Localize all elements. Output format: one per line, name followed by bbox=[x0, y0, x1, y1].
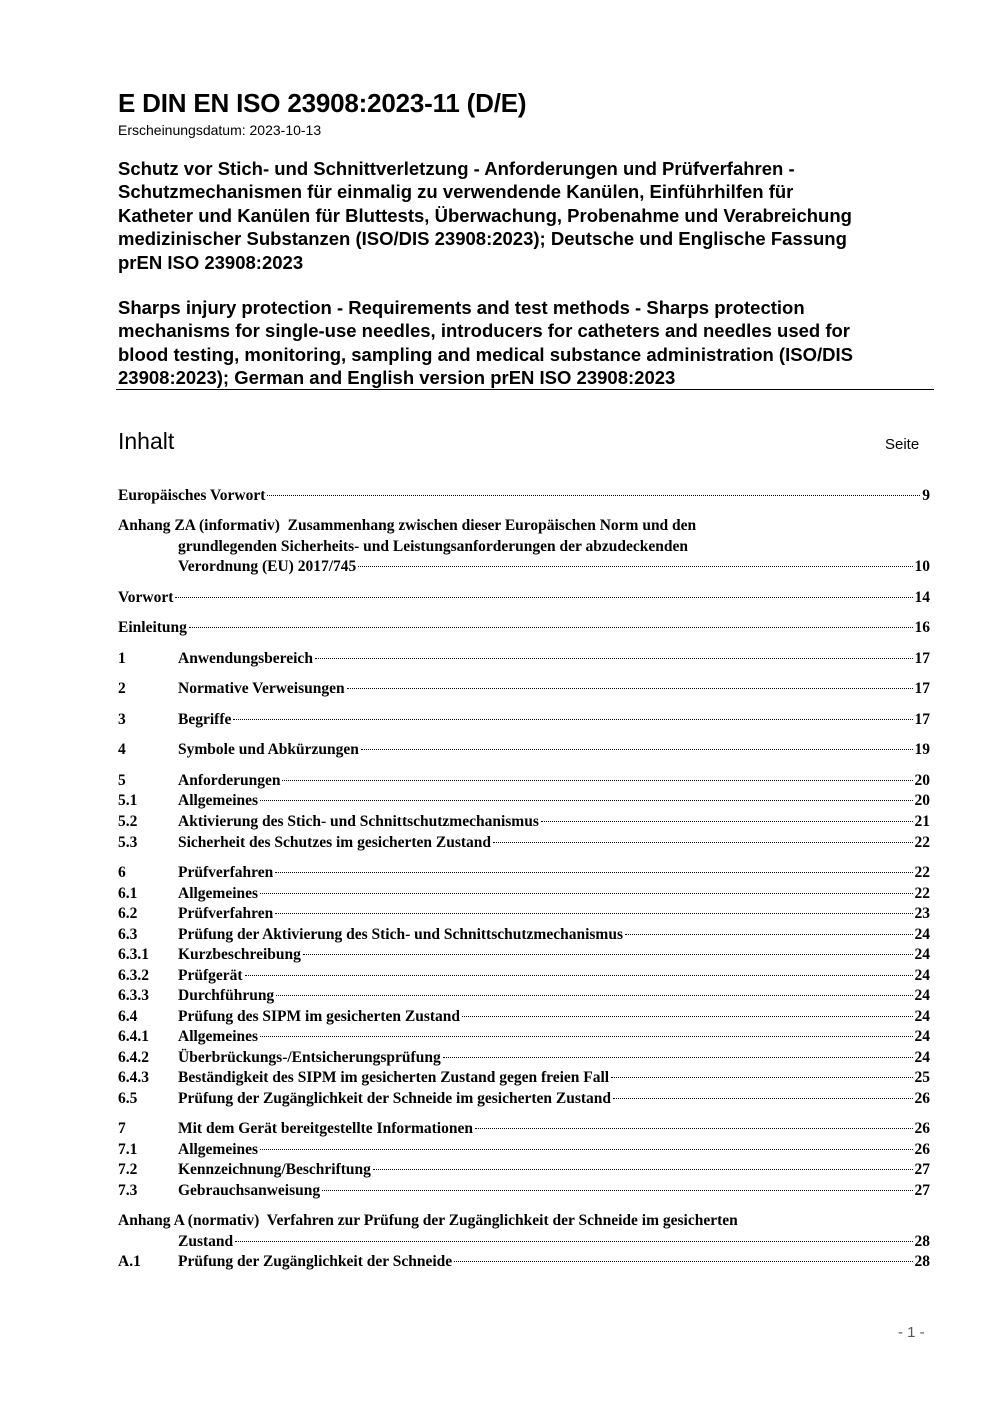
toc-entry-title: Allgemeines bbox=[178, 792, 259, 809]
toc-entry-section-6-3-1[interactable] bbox=[118, 945, 930, 965]
dot-leader bbox=[260, 893, 912, 894]
title-english-line: mechanisms for single-use needles, introducers for catheters and needles used for bbox=[118, 320, 850, 342]
title-english bbox=[118, 296, 938, 390]
dot-leader bbox=[358, 566, 912, 567]
title-german-line: Schutzmechanismen für einmalig zu verwendende Kanülen, Einführhilfen für bbox=[118, 181, 794, 203]
toc-entry-section-6-4-2[interactable] bbox=[118, 1048, 930, 1068]
toc-entry-title-line: Zusammenhang zwischen dieser Europäischen Norm und den bbox=[287, 517, 697, 534]
title-german-line: Katheter und Kanülen für Bluttests, Überwachung, Probenahme und Verabreichung bbox=[118, 204, 852, 226]
dot-leader bbox=[267, 495, 920, 496]
dot-leader bbox=[260, 1149, 912, 1150]
dot-leader bbox=[625, 934, 913, 935]
toc-entry-page: 22 bbox=[914, 864, 930, 881]
toc-entry-number: 7.1 bbox=[118, 1141, 138, 1158]
toc-entry-title: Begriffe bbox=[178, 711, 232, 728]
toc-entry-annex-za-line2: grundlegenden Sicherheits- und Leistungsanforderungen der abzudeckenden bbox=[178, 538, 688, 555]
toc-entry-page: 24 bbox=[914, 1008, 930, 1025]
toc-entry-section-6-4-1[interactable] bbox=[118, 1027, 930, 1047]
dot-leader bbox=[361, 749, 913, 750]
toc-entry-page: 23 bbox=[914, 905, 930, 922]
toc-entry-number: 6.4 bbox=[118, 1008, 138, 1025]
toc-entry-number: 3 bbox=[118, 711, 126, 728]
toc-entry-title: Prüfverfahren bbox=[178, 864, 274, 881]
toc-entry-title: Vorwort bbox=[118, 589, 174, 606]
dot-leader bbox=[373, 1169, 913, 1170]
toc-entry-number: 5.2 bbox=[118, 813, 138, 830]
dot-leader bbox=[233, 719, 912, 720]
toc-entry-title: Allgemeines bbox=[178, 1028, 259, 1045]
toc-entry-annex-a[interactable] bbox=[118, 1232, 930, 1252]
dot-leader bbox=[613, 1098, 912, 1099]
toc-entry-number: 6.4.2 bbox=[118, 1049, 149, 1066]
toc-entry-introduction[interactable] bbox=[118, 618, 930, 638]
toc-entry-page: 20 bbox=[914, 772, 930, 789]
dot-leader bbox=[275, 872, 912, 873]
dot-leader bbox=[282, 780, 912, 781]
toc-entry-section-7-3[interactable] bbox=[118, 1181, 930, 1201]
toc-entry-page: 27 bbox=[914, 1182, 930, 1199]
dot-leader bbox=[322, 1190, 912, 1191]
dot-leader bbox=[493, 842, 912, 843]
toc-entry-number: 2 bbox=[118, 680, 126, 697]
title-german-line: prEN ISO 23908:2023 bbox=[118, 251, 304, 273]
toc-entry-section-6-2[interactable] bbox=[118, 904, 930, 924]
title-divider bbox=[116, 389, 934, 390]
toc-entry-page: 20 bbox=[914, 792, 930, 809]
toc-entry-title: Aktivierung des Stich- und Schnittschutzmechanismus bbox=[178, 813, 539, 830]
toc-entry-title: Prüfung des SIPM im gesicherten Zustand bbox=[178, 1008, 461, 1025]
dot-leader bbox=[541, 821, 913, 822]
toc-entry-number: 5 bbox=[118, 772, 126, 789]
title-english-line: blood testing, monitoring, sampling and medical substance administration (ISO/DIS bbox=[118, 343, 853, 365]
title-english-line: Sharps injury protection - Requirements and test methods - Sharps protection bbox=[118, 297, 805, 318]
toc-entry-number: 6.3 bbox=[118, 926, 138, 943]
toc-entry-european-foreword[interactable] bbox=[118, 486, 930, 506]
toc-entry-number: 6.3.3 bbox=[118, 987, 149, 1004]
toc-entry-page: 26 bbox=[914, 1090, 930, 1107]
title-english-line: 23908:2023); German and English version prEN ISO 23908:2023 bbox=[118, 367, 676, 389]
toc-entry-page: 28 bbox=[914, 1253, 930, 1270]
toc-entry-section-4[interactable] bbox=[118, 740, 930, 760]
toc-entry-title: Überbrückungs-/Entsicherungsprüfung bbox=[178, 1049, 441, 1066]
dot-leader bbox=[347, 688, 913, 689]
toc-entry-title: Einleitung bbox=[118, 619, 187, 636]
toc-entry-page: 24 bbox=[914, 987, 930, 1004]
toc-entry-title: Europäisches Vorwort bbox=[118, 487, 266, 504]
toc-entry-title: Allgemeines bbox=[178, 1141, 259, 1158]
title-german-line: medizinischer Substanzen (ISO/DIS 23908:2023); Deutsche und Englische Fassung bbox=[118, 228, 847, 250]
toc-entry-title: Mit dem Gerät bereitgestellte Informationen bbox=[178, 1120, 473, 1137]
toc-entry-title-line: Zustand bbox=[178, 1233, 234, 1250]
dot-leader bbox=[235, 1241, 912, 1242]
toc-entry-page: 9 bbox=[922, 487, 930, 504]
toc-entry-page: 21 bbox=[914, 813, 930, 830]
toc-entry-foreword[interactable] bbox=[118, 588, 930, 608]
toc-entry-number: 5.3 bbox=[118, 834, 138, 851]
dot-leader bbox=[260, 800, 912, 801]
toc-entry-section-7-2[interactable] bbox=[118, 1160, 930, 1180]
toc-entry-title: Anwendungsbereich bbox=[178, 650, 313, 667]
toc-entry-annex-a-1[interactable] bbox=[118, 1252, 930, 1272]
toc-entry-page: 27 bbox=[914, 1161, 930, 1178]
toc-entry-number: Anhang ZA (informativ) bbox=[118, 517, 280, 534]
toc-entry-section-5-2[interactable] bbox=[118, 812, 930, 832]
toc-heading: Inhalt bbox=[118, 428, 175, 454]
toc-entry-title: Kennzeichnung/Beschriftung bbox=[178, 1161, 371, 1178]
toc-entry-title: Normative Verweisungen bbox=[178, 680, 345, 697]
toc-entry-section-5-3[interactable] bbox=[118, 833, 930, 853]
toc-entry-section-6[interactable] bbox=[118, 863, 930, 883]
dot-leader bbox=[189, 627, 913, 628]
page-number: - 1 - bbox=[898, 1324, 925, 1341]
toc-entry-section-6-4[interactable] bbox=[118, 1007, 930, 1027]
toc-entry-page: 28 bbox=[914, 1233, 930, 1250]
toc-entry-number: 6.3.2 bbox=[118, 967, 149, 984]
toc-entry-number: 6 bbox=[118, 864, 126, 881]
toc-entry-title: Beständigkeit des SIPM im gesicherten Zustand gegen freien Fall bbox=[178, 1069, 610, 1086]
toc-entry-section-5-1[interactable] bbox=[118, 791, 930, 811]
toc-entry-number: A.1 bbox=[118, 1253, 141, 1270]
toc-entry-page: 26 bbox=[914, 1141, 930, 1158]
toc-entry-section-6-5[interactable] bbox=[118, 1089, 930, 1109]
toc-entry-section-7[interactable] bbox=[118, 1119, 930, 1139]
document-id: E DIN EN ISO 23908:2023-11 (D/E) bbox=[118, 88, 527, 118]
toc-entry-page: 25 bbox=[914, 1069, 930, 1086]
dot-leader bbox=[462, 1016, 912, 1017]
dot-leader bbox=[303, 954, 913, 955]
toc-entry-page: 14 bbox=[914, 589, 930, 606]
toc-entry-page: 17 bbox=[914, 711, 930, 728]
toc-entry-page: 16 bbox=[914, 619, 930, 636]
toc-entry-section-2[interactable] bbox=[118, 679, 930, 699]
dot-leader bbox=[175, 597, 912, 598]
dot-leader bbox=[611, 1077, 912, 1078]
toc-entry-number: 1 bbox=[118, 650, 126, 667]
toc-entry-annex-a-label[interactable] bbox=[118, 1211, 738, 1231]
toc-entry-page: 26 bbox=[914, 1120, 930, 1137]
toc-entry-title: Kurzbeschreibung bbox=[178, 946, 301, 963]
toc-entry-title: Symbole und Abkürzungen bbox=[178, 741, 359, 758]
toc-entry-section-5[interactable] bbox=[118, 771, 930, 791]
dot-leader bbox=[275, 913, 912, 914]
dot-leader bbox=[454, 1261, 912, 1262]
toc-page-label: Seite bbox=[885, 436, 920, 453]
toc-entry-number: Anhang A (normativ) bbox=[118, 1212, 260, 1229]
dot-leader bbox=[443, 1057, 913, 1058]
toc-entry-title: Durchführung bbox=[178, 987, 275, 1004]
dot-leader bbox=[475, 1128, 913, 1129]
toc-entry-number: 6.2 bbox=[118, 905, 138, 922]
toc-entry-annex-za-label[interactable] bbox=[118, 516, 696, 536]
toc-entry-section-7-1[interactable] bbox=[118, 1140, 930, 1160]
toc-entry-page: 24 bbox=[914, 926, 930, 943]
toc-entry-title: Prüfung der Aktivierung des Stich- und Schnittschutzmechanismus bbox=[178, 926, 623, 943]
toc-entry-page: 24 bbox=[914, 1049, 930, 1066]
dot-leader bbox=[276, 995, 912, 996]
toc-entry-section-3[interactable] bbox=[118, 710, 930, 730]
toc-entry-title: Anforderungen bbox=[178, 772, 281, 789]
toc-entry-section-6-3-2[interactable] bbox=[118, 966, 930, 986]
toc-entry-section-1[interactable] bbox=[118, 649, 930, 669]
toc-entry-page: 24 bbox=[914, 1028, 930, 1045]
dot-leader bbox=[260, 1036, 912, 1037]
toc-entry-title-line: Verfahren zur Prüfung der Zugänglichkeit der Schneide im gesicherten bbox=[266, 1212, 738, 1229]
dot-leader bbox=[315, 658, 913, 659]
toc-entry-title: Allgemeines bbox=[178, 885, 259, 902]
toc-entry-section-6-4-3[interactable] bbox=[118, 1068, 930, 1088]
toc-entry-page: 24 bbox=[914, 946, 930, 963]
toc-entry-number: 6.1 bbox=[118, 885, 138, 902]
toc-entry-title: Prüfung der Zugänglichkeit der Schneide bbox=[178, 1253, 453, 1270]
toc-entry-number: 6.3.1 bbox=[118, 946, 149, 963]
toc-entry-page: 10 bbox=[914, 558, 930, 575]
toc-entry-title: Sicherheit des Schutzes im gesicherten Zustand bbox=[178, 834, 492, 851]
toc-entry-annex-za[interactable] bbox=[118, 557, 930, 577]
publication-date: Erscheinungsdatum: 2023-10-13 bbox=[118, 122, 322, 138]
toc-entry-page: 22 bbox=[914, 885, 930, 902]
toc-entry-section-6-3-3[interactable] bbox=[118, 986, 930, 1006]
toc-entry-title-line: Verordnung (EU) 2017/745 bbox=[178, 558, 357, 575]
toc-entry-title: Prüfverfahren bbox=[178, 905, 274, 922]
toc-entry-section-6-1[interactable] bbox=[118, 884, 930, 904]
toc-entry-page: 17 bbox=[914, 650, 930, 667]
toc-entry-number: 5.1 bbox=[118, 792, 138, 809]
toc-entry-title: Prüfung der Zugänglichkeit der Schneide im gesicherten Zustand bbox=[178, 1090, 612, 1107]
toc-entry-page: 22 bbox=[914, 834, 930, 851]
toc-entry-number: 6.4.3 bbox=[118, 1069, 149, 1086]
toc-entry-number: 7 bbox=[118, 1120, 126, 1137]
toc-entry-number: 4 bbox=[118, 741, 126, 758]
toc-entry-number: 6.5 bbox=[118, 1090, 138, 1107]
toc-entry-page: 24 bbox=[914, 967, 930, 984]
title-german bbox=[118, 157, 938, 274]
title-german-line: Schutz vor Stich- und Schnittverletzung - Anforderungen und Prüfverfahren - bbox=[118, 158, 795, 179]
toc-entry-title: Gebrauchsanweisung bbox=[178, 1182, 321, 1199]
toc-entry-title: Prüfgerät bbox=[178, 967, 243, 984]
toc-entry-page: 19 bbox=[914, 741, 930, 758]
dot-leader bbox=[245, 975, 913, 976]
toc-entry-section-6-3[interactable] bbox=[118, 925, 930, 945]
toc-entry-number: 6.4.1 bbox=[118, 1028, 149, 1045]
toc-entry-page: 17 bbox=[914, 680, 930, 697]
toc-entry-number: 7.2 bbox=[118, 1161, 138, 1178]
toc-entry-number: 7.3 bbox=[118, 1182, 138, 1199]
